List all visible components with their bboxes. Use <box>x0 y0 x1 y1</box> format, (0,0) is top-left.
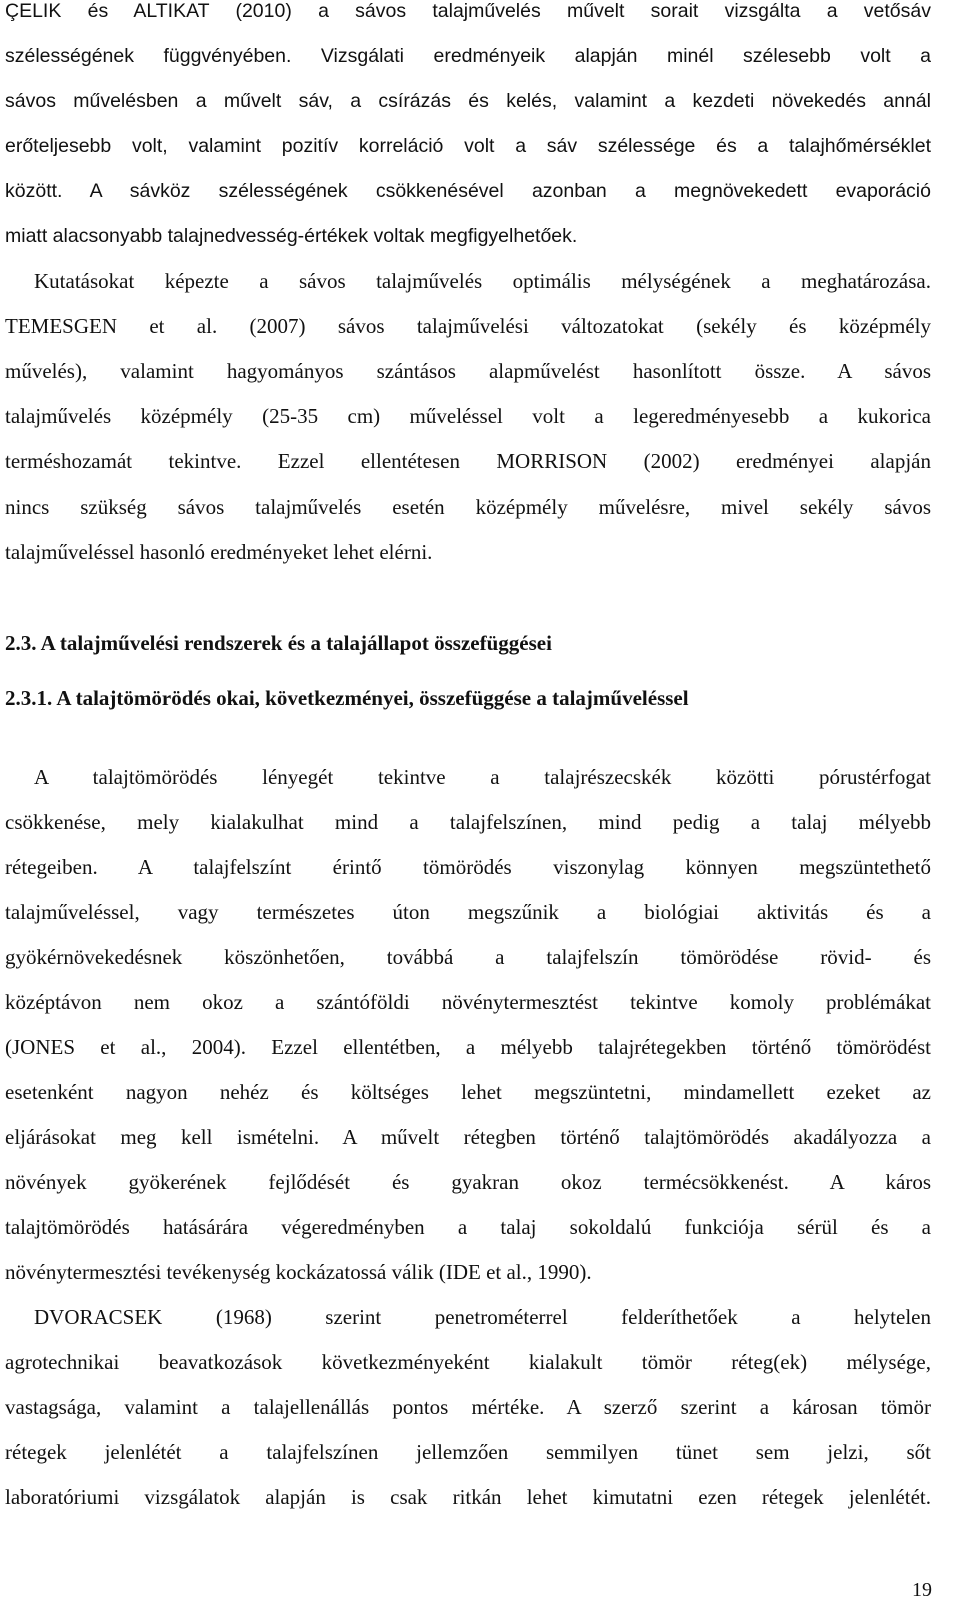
text-line: A talajtömörödés lényegét tekintve a talajrészecskék közötti pórustérfogat <box>34 765 931 789</box>
text-line: talajtömörödés hatásárára végeredményben a talaj sokoldalú funkciója sérül és a <box>5 1215 931 1239</box>
text-line: nincs szükség sávos talajművelés esetén középmély művelésre, mivel sekély sávos <box>5 495 931 519</box>
text-line: TEMESGEN et al. (2007) sávos talajművelési változatokat (sekély és középmély <box>5 314 931 338</box>
text-line: szélességének függvényében. Vizsgálati eredményeik alapján minél szélesebb volt a <box>5 45 931 67</box>
text-line: rétegek jelenlétét a talajfelszínen jellemzően semmilyen tünet sem jelzi, sőt <box>5 1440 931 1464</box>
text-line: gyökérnövekedésnek köszönhetően, továbbá a talajfelszín tömörödése rövid- és <box>5 945 931 969</box>
text-line: rétegeiben. A talajfelszínt érintő tömörödés viszonylag könnyen megszüntethető <box>5 855 931 879</box>
page-number: 19 <box>912 1579 932 1601</box>
text-line: csökkenése, mely kialakulhat mind a talajfelszínen, mind pedig a talaj mélyebb <box>5 810 931 834</box>
text-line: miatt alacsonyabb talajnedvesség-értékek voltak megfigyelhetőek. <box>5 225 578 247</box>
text-line: DVORACSEK (1968) szerint penetrométerrel felderíthetőek a helytelen <box>34 1305 931 1329</box>
text-line: sávos művelésben a művelt sáv, a csírázás és kelés, valamint a kezdeti növekedés annál <box>5 90 931 112</box>
text-line: vastagsága, valamint a talajellenállás pontos mértéke. A szerző szerint a károsan tömör <box>5 1395 931 1419</box>
text-line: talajműveléssel, vagy természetes úton megszűnik a biológiai aktivitás és a <box>5 900 931 924</box>
text-line: esetenként nagyon nehéz és költséges lehet megszüntetni, mindamellett ezeket az <box>5 1080 931 1104</box>
text-line: talajművelés középmély (25-35 cm) műveléssel volt a legeredményesebb a kukorica <box>5 404 931 428</box>
text-line: (JONES et al., 2004). Ezzel ellentétben, a mélyebb talajrétegekben történő tömörödést <box>5 1035 931 1059</box>
section-heading: 2.3. A talajművelési rendszerek és a talajállapot összefüggései <box>5 631 552 655</box>
text-line: művelés), valamint hagyományos szántásos alapművelést hasonlított össze. A sávos <box>5 359 931 383</box>
text-line: eljárásokat meg kell ismételni. A művelt rétegben történő talajtömörödés akadályozza a <box>5 1125 931 1149</box>
text-line: középtávon nem okoz a szántóföldi növénytermesztést tekintve komoly problémákat <box>5 990 931 1014</box>
text-line: terméshozamát tekintve. Ezzel ellentétesen MORRISON (2002) eredményei alapján <box>5 449 931 473</box>
text-line: között. A sávköz szélességének csökkenésével azonban a megnövekedett evaporáció <box>5 180 931 202</box>
text-line: talajműveléssel hasonló eredményeket lehet elérni. <box>5 540 433 564</box>
text-line: növények gyökerének fejlődését és gyakran okoz termécsökkenést. A káros <box>5 1170 931 1194</box>
text-line: laboratóriumi vizsgálatok alapján is csak ritkán lehet kimutatni ezen rétegek jelenlétét. <box>5 1485 931 1509</box>
text-line: ÇELIK és ALTIKAT (2010) a sávos talajművelés művelt sorait vizsgálta a vetősáv <box>5 0 931 22</box>
subsection-heading: 2.3.1. A talajtömörödés okai, következményei, összefüggése a talajműveléssel <box>5 686 689 710</box>
text-line: agrotechnikai beavatkozások következményeként kialakult tömör réteg(ek) mélysége, <box>5 1350 931 1374</box>
text-line: Kutatásokat képezte a sávos talajművelés optimális mélységének a meghatározása. <box>34 269 931 293</box>
text-line: erőteljesebb volt, valamint pozitív korreláció volt a sáv szélessége és a talajhőmérséklet <box>5 135 931 157</box>
text-line: növénytermesztési tevékenység kockázatossá válik (IDE et al., 1990). <box>5 1260 592 1284</box>
